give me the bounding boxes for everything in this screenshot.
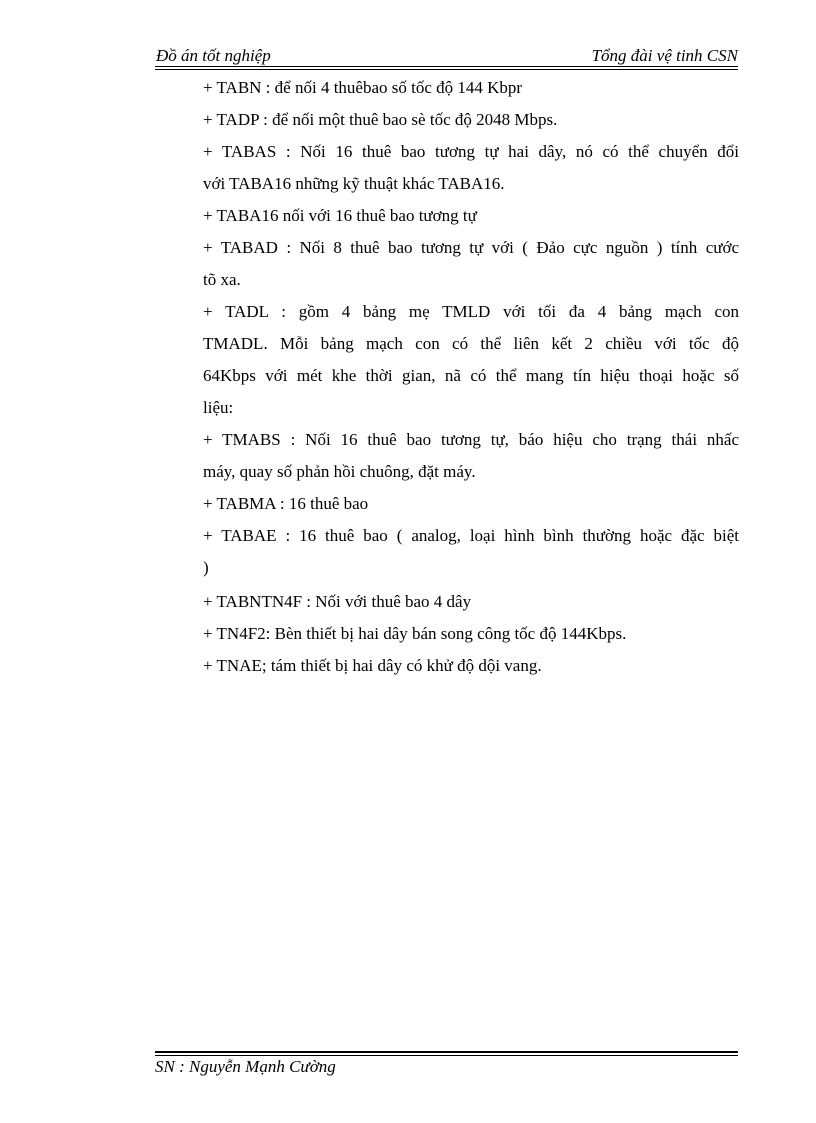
header-rule (155, 66, 738, 67)
body-line: với TABA16 những kỹ thuật khác TABA16. (203, 174, 505, 193)
body-line: + TABA16 nối với 16 thuê bao tương tự (203, 206, 477, 225)
body-line: + TMABS : Nối 16 thuê bao tương tự, báo hiệu cho trạng thái nhấc (203, 430, 739, 449)
footer-rule-2 (155, 1055, 738, 1056)
body-line: + TABAE : 16 thuê bao ( analog, loại hình bình thường hoặc đặc biệt (203, 526, 739, 545)
page-header (155, 46, 738, 66)
body-line: + TN4F2: Bèn thiết bị hai dây bán song công tốc độ 144Kbps. (203, 624, 627, 643)
body-line: tõ xa. (203, 270, 241, 289)
body-line: + TADL : gồm 4 bảng mẹ TMLD với tối đa 4 bảng mạch con (203, 302, 739, 321)
header-left-title: Đồ án tốt nghiệp (156, 46, 271, 65)
header-right-title: Tổng đài vệ tinh CSN (591, 46, 738, 65)
header-rule-2 (155, 69, 738, 70)
body-line: + TABAD : Nối 8 thuê bao tương tự với ( Đảo cực nguồn ) tính cước (203, 238, 739, 257)
body-line: liệu: (203, 398, 234, 417)
body-line: + TABAS : Nối 16 thuê bao tương tự hai dây, nó có thể chuyển đổi (203, 142, 739, 161)
body-line: + TABMA : 16 thuê bao (203, 494, 369, 513)
page-footer: SN : Nguyễn Mạnh Cường (155, 1057, 336, 1076)
body-line: 64Kbps với mét khe thời gian, nã có thể mang tín hiệu thoại hoặc số (203, 366, 739, 385)
body-line: + TADP : để nối một thuê bao sè tốc độ 2048 Mbps. (203, 110, 558, 129)
body-line: + TABN : để nối 4 thuêbao số tốc độ 144 Kbpr (203, 78, 523, 97)
footer-rule (155, 1051, 738, 1053)
body-line: ) (203, 558, 209, 577)
body-line: máy, quay số phản hồi chuông, đặt máy. (203, 462, 476, 481)
body-line: + TABNTN4F : Nối với thuê bao 4 dây (203, 592, 472, 611)
body-line: TMADL. Mỗi bảng mạch con có thể liên kết 2 chiều với tốc độ (203, 334, 739, 353)
body-line: + TNAE; tám thiết bị hai dây có khử độ dội vang. (203, 656, 542, 675)
